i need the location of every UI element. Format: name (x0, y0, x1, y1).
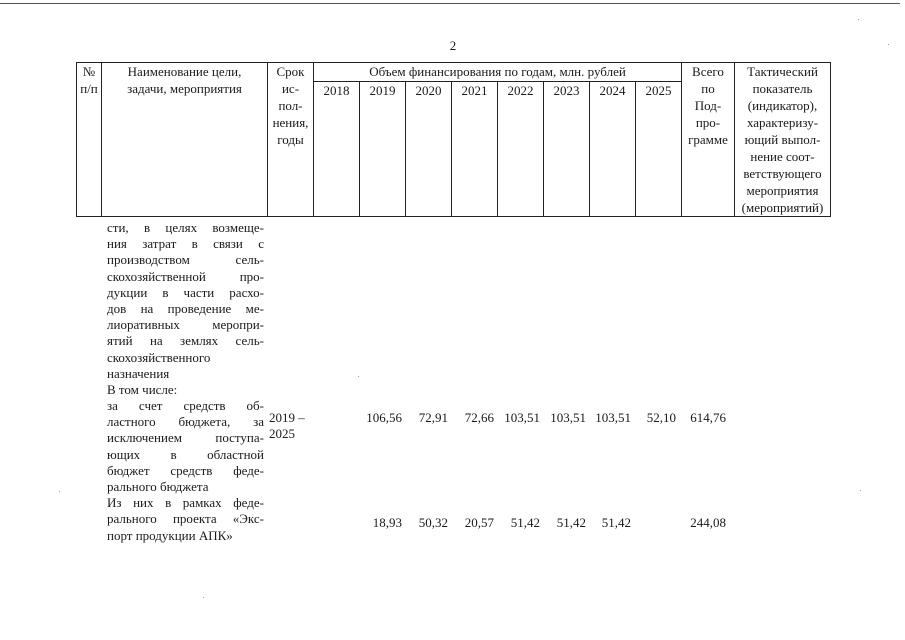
row1-text-line: ющих в областной (107, 446, 264, 462)
text-line: сти, в целях возмеще- (107, 220, 264, 235)
header-funding-title: Объем финансирования по годам, млн. рублей (314, 63, 682, 82)
header-indicator: Тактический показатель (индикатор), характеризу- ющий выпол- нение соот- ветствующего мероприятия (мероприятий) (735, 63, 831, 217)
row1-text-line: ластного бюджета, за (107, 414, 264, 430)
row1-text-line: бюджет средств феде- (107, 462, 264, 478)
text-line: ятий на землях сель- (107, 333, 264, 349)
row1-text-line: за счет средств об- (107, 398, 264, 414)
row1-value-2022: 103,51 (504, 410, 540, 425)
header-table (76, 62, 831, 217)
text-line: ния затрат в связи с (107, 236, 264, 252)
header-year-2023: 2023 (544, 81, 590, 216)
row2-text-line: порт продукции АПК» (107, 527, 233, 543)
row1-value-2025: 52,10 (646, 410, 676, 425)
header-name: Наименование цели, задачи, мероприятия (102, 63, 268, 217)
header-year-2024: 2024 (590, 81, 636, 216)
page-number: 2 (449, 38, 457, 53)
scan-speck (203, 597, 204, 598)
text-line: лиоративных меропри- (107, 317, 264, 333)
row2-total: 244,08 (690, 515, 726, 530)
scan-speck (59, 491, 60, 492)
scan-speck (858, 19, 859, 20)
header-year-2022: 2022 (498, 81, 544, 216)
scan-speck (888, 44, 889, 45)
text-line: назначения (107, 365, 170, 381)
row2-value-2021: 20,57 (464, 515, 494, 530)
top-border-line (0, 3, 900, 4)
row1-value-2023: 103,51 (550, 410, 586, 425)
row1-text-line: рального бюджета (107, 479, 209, 494)
header-year-2018: 2018 (314, 81, 360, 216)
row2-value-2023: 51,42 (556, 515, 586, 530)
scan-speck (860, 490, 861, 491)
row2-value-2019: 18,93 (372, 515, 402, 530)
description-text (107, 220, 264, 544)
header-year-2019: 2019 (360, 81, 406, 216)
text-line: скохозяйственной про- (107, 268, 264, 284)
row1-value-2020: 72,91 (418, 410, 448, 425)
row2-text-line: рального проекта «Экс- (107, 511, 264, 527)
text-line: скохозяйственного (107, 349, 211, 365)
row1-value-2019: 106,56 (366, 410, 402, 425)
header-term: Срок ис- пол- нения, годы (268, 63, 314, 217)
row1-value-2021: 72,66 (464, 410, 494, 425)
text-line: дов на проведение ме- (107, 300, 264, 316)
row1-term: 2019 – 2025 (269, 410, 305, 441)
header-year-2020: 2020 (406, 81, 452, 216)
row1-text-line: исключением поступа- (107, 430, 264, 446)
row1-value-2024: 103,51 (595, 410, 631, 425)
row2-value-2020: 50,32 (418, 515, 448, 530)
header-year-2025: 2025 (636, 81, 682, 216)
text-line: производством сель- (107, 252, 264, 268)
row2-text-line: Из них в рамках феде- (107, 495, 264, 511)
header-total: Всего по Под- про- грамме (682, 63, 735, 217)
text-line: В том числе: (107, 381, 178, 397)
scan-speck (358, 376, 359, 377)
header-num: № п/п (77, 63, 102, 217)
row2-value-2024: 51,42 (601, 515, 631, 530)
header-year-2021: 2021 (452, 81, 498, 216)
text-line: дукции в части расхо- (107, 284, 264, 300)
row1-total: 614,76 (690, 410, 726, 425)
row2-value-2022: 51,42 (510, 515, 540, 530)
